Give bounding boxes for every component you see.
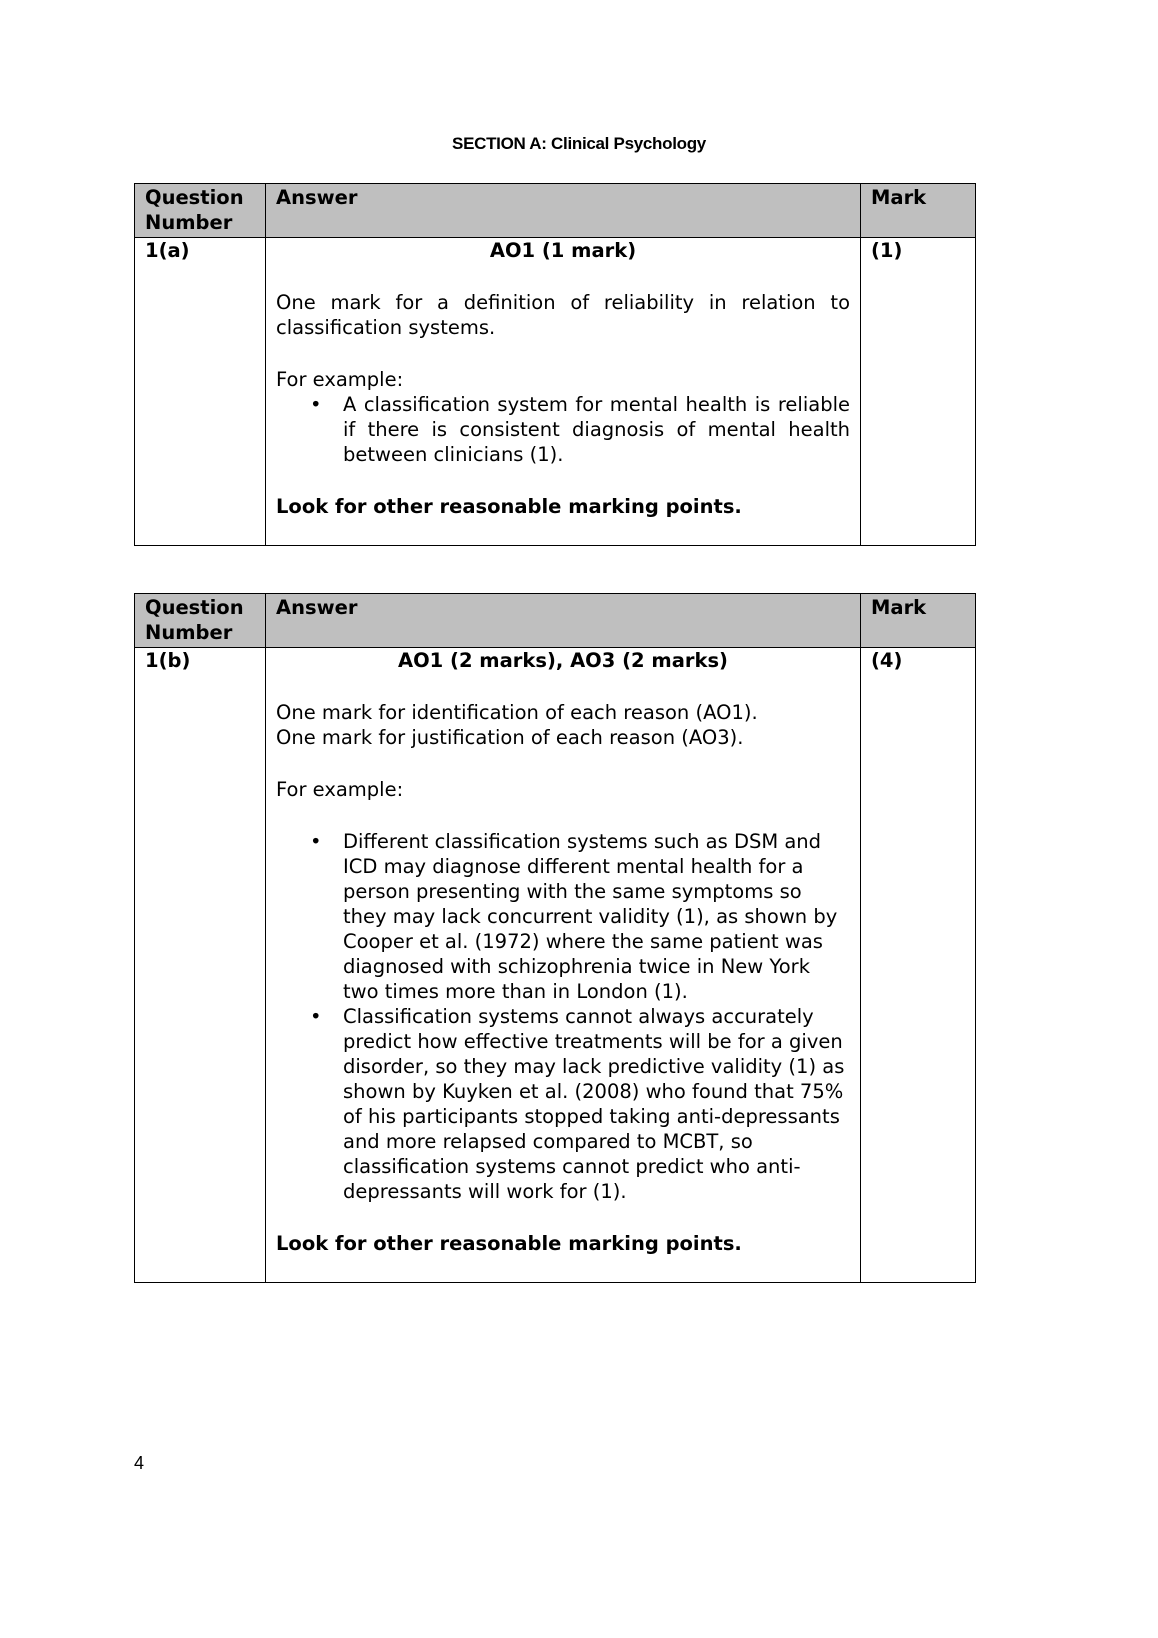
answer-intro: One mark for identification of each reason (AO1). — [276, 701, 758, 724]
header-mark: Mark — [861, 184, 976, 238]
question-number: 1(a) — [135, 238, 266, 546]
table-row — [135, 238, 976, 546]
ao-heading: AO1 (1 mark) — [489, 239, 637, 262]
ao-heading: AO1 (2 marks), AO3 (2 marks) — [398, 649, 728, 672]
list-item: • Different classification systems such as DSM and ICD may diagnose different mental health for a person presenting with the same symptoms so they may lack concurrent validity (1), as shown by Cooper et al. (1972) where the same patient was diagnosed with schizophrenia twice in New York two times more than in London (1). — [343, 829, 850, 1004]
table-header-row — [135, 184, 976, 238]
question-number: 1(b) — [135, 648, 266, 1283]
mark-value: (1) — [861, 238, 976, 546]
example-label: For example: — [276, 778, 404, 801]
mark-scheme-table-1b — [134, 593, 976, 1283]
header-question-number: Question Number — [135, 594, 266, 648]
answer-cell — [266, 648, 861, 1283]
answer-intro: One mark for a definition of reliability in relation to classification systems. — [276, 291, 850, 339]
example-list — [276, 829, 850, 1204]
mark-value: (4) — [861, 648, 976, 1283]
mark-scheme-table-1a — [134, 183, 976, 546]
header-question-number: Question Number — [135, 184, 266, 238]
header-answer: Answer — [266, 184, 861, 238]
example-label: For example: — [276, 368, 404, 391]
page-number: 4 — [134, 1453, 145, 1473]
list-item: • Classification systems cannot always accurately predict how effective treatments will be for a given disorder, so they may lack predictive validity (1) as shown by Kuyken et al. (2008) who found that 75% of his participants stopped taking anti-depressants and more relapsed compared to MCBT, so classification systems cannot predict who anti-depressants will work for (1). — [343, 1004, 850, 1204]
closing-note: Look for other reasonable marking points. — [276, 1232, 742, 1255]
header-answer: Answer — [266, 594, 861, 648]
section-title: SECTION A: Clinical Psychology — [452, 134, 706, 153]
closing-note: Look for other reasonable marking points. — [276, 495, 742, 518]
table-row — [135, 648, 976, 1283]
answer-intro: One mark for justification of each reason (AO3). — [276, 726, 744, 749]
header-mark: Mark — [861, 594, 976, 648]
answer-cell — [266, 238, 861, 546]
example-list — [276, 392, 850, 467]
list-item: • A classification system for mental health is reliable if there is consistent diagnosis of mental health between clinicians (1). — [343, 392, 850, 467]
table-header-row — [135, 594, 976, 648]
